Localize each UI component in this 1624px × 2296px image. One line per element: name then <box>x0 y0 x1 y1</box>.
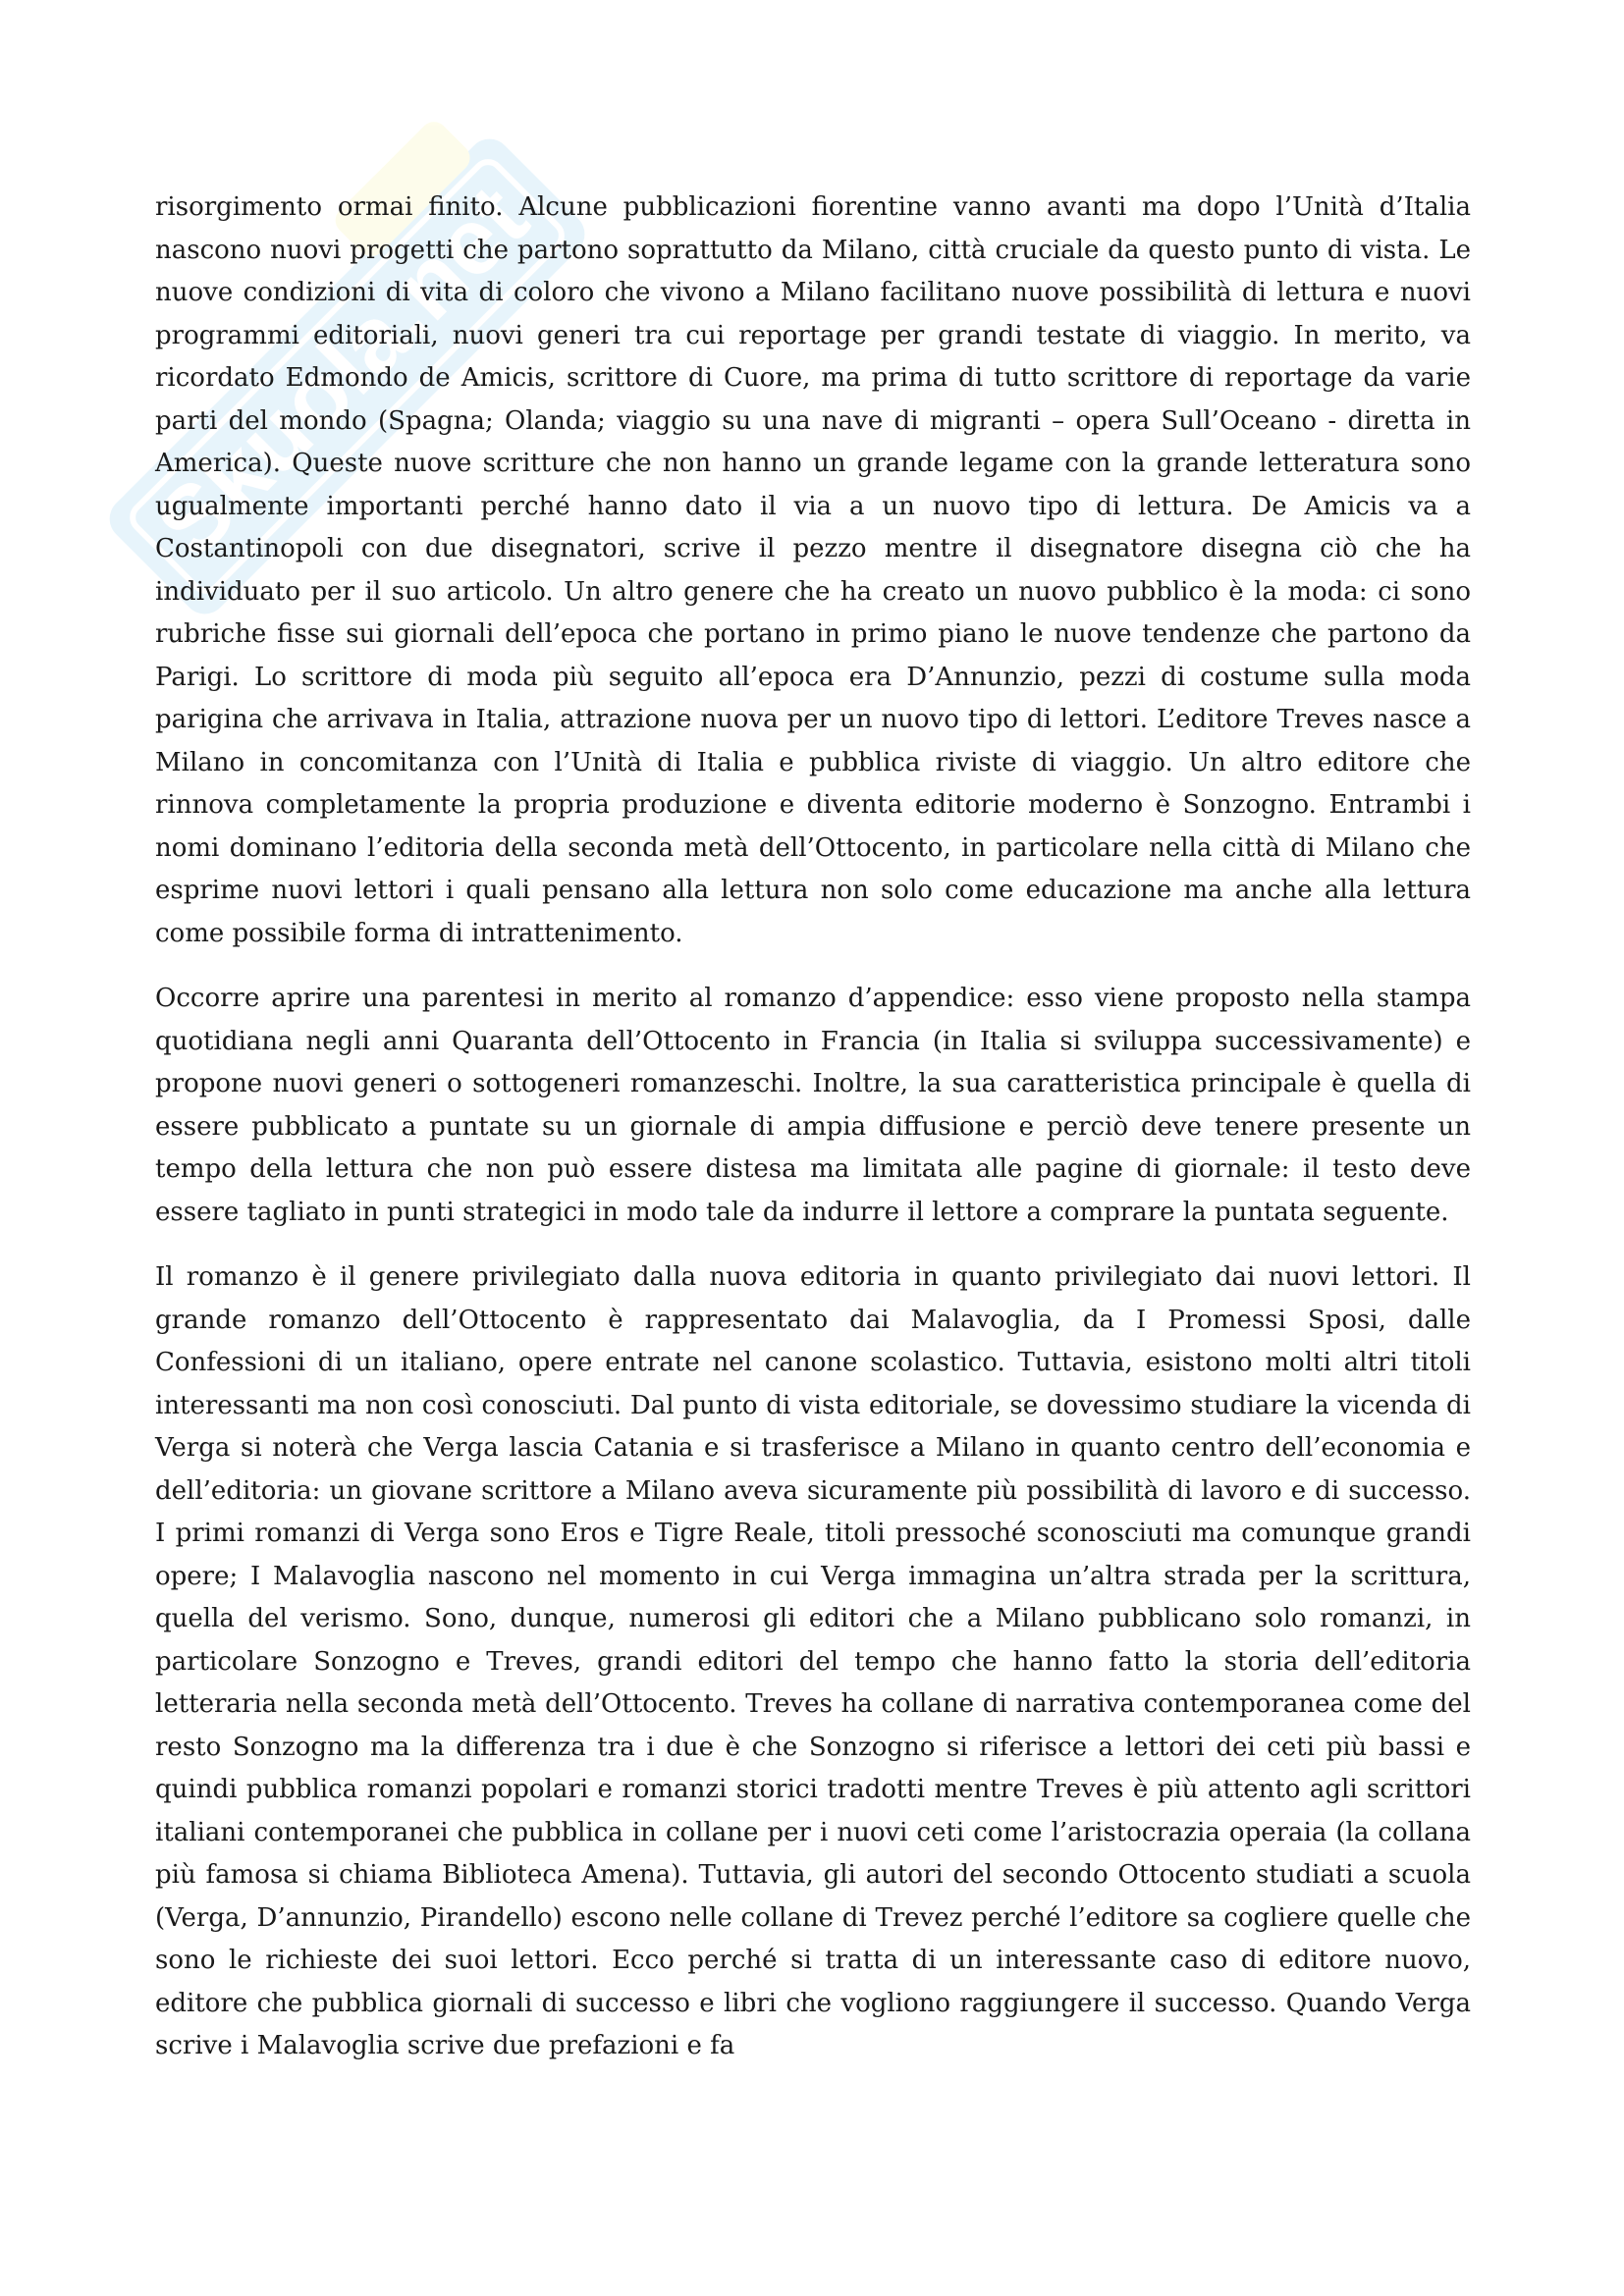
document-body <box>155 187 1471 2091</box>
paragraph-3: Il romanzo è il genere privilegiato dalla nuova editoria in quanto privilegiato dai nuovi lettori. Il grande romanzo dell’Ottocento è rappresentato dai Malavoglia, da I Promessi Sposi, dalle Confessioni di un italiano, opere entrate nel canone scolastico. Tuttavia, esistono molti altri titoli interessanti ma non così conosciuti. Dal punto di vista editoriale, se dovessimo studiare la vicenda di Verga si noterà che Verga lascia Catania e si trasferisce a Milano in quanto centro dell’economia e dell’editoria: un giovane scrittore a Milano aveva sicuramente più possibilità di lavoro e di successo. I primi romanzi di Verga sono Eros e Tigre Reale, titoli pressoché sconosciuti ma comunque grandi opere; I Malavoglia nascono nel momento in cui Verga immagina un’altra strada per la scrittura, quella del verismo. Sono, dunque, numerosi gli editori che a Milano pubblicano solo romanzi, in particolare Sonzogno e Treves, grandi editori del tempo che hanno fatto la storia dell’editoria letteraria nella seconda metà dell’Ottocento. Treves ha collane di narrativa contemporanea come del resto Sonzogno ma la differenza tra i due è che Sonzogno si riferisce a lettori dei ceti più bassi e quindi pubblica romanzi popolari e romanzi storici tradotti mentre Treves è più attento agli scrittori italiani contemporanei che pubblica in collane per i nuovi ceti come l’aristocrazia operaia (la collana più famosa si chiama Biblioteca Amena). Tuttavia, gli autori del secondo Ottocento studiati a scuola (Verga, D’annunzio, Pirandello) escono nelle collane di Trevez perché l’editore sa cogliere quelle che sono le richieste dei suoi lettori. Ecco perché si tratta di un interessante caso di editore nuovo, editore che pubblica giornali di successo e libri che vogliono raggiungere il successo. Quando Verga scrive i Malavoglia scrive due prefazioni e fa <box>155 1262 1471 2060</box>
paragraph-1: risorgimento ormai finito. Alcune pubblicazioni fiorentine vanno avanti ma dopo l’Unità d’Italia nascono nuovi progetti che partono soprattutto da Milano, città cruciale da questo punto di vista. Le nuove condizioni di vita di coloro che vivono a Milano facilitano nuove possibilità di lettura e nuovi programmi editoriali, nuovi generi tra cui reportage per grandi testate di viaggio. In merito, va ricordato Edmondo de Amicis, scrittore di Cuore, ma prima di tutto scrittore di reportage da varie parti del mondo (Spagna; Olanda; viaggio su una nave di migranti – opera Sull’Oceano - diretta in America). Queste nuove scritture che non hanno un grande legame con la grande letteratura sono ugualmente importanti perché hanno dato il via a un nuovo tipo di lettura. De Amicis va a Costantinopoli con due disegnatori, scrive il pezzo mentre il disegnatore disegna ciò che ha individuato per il suo articolo. Un altro genere che ha creato un nuovo pubblico è la moda: ci sono rubriche fisse sui giornali dell’epoca che portano in primo piano le nuove tendenze che partono da Parigi. Lo scrittore di moda più seguito all’epoca era D’Annunzio, pezzi di costume sulla moda parigina che arrivava in Italia, attrazione nuova per un nuovo tipo di lettori. L’editore Treves nasce a Milano in concomitanza con l’Unità di Italia e pubblica riviste di viaggio. Un altro editore che rinnova completamente la propria produzione e diventa editorie moderno è Sonzogno. Entrambi i nomi dominano l’editoria della seconda metà dell’Ottocento, in particolare nella città di Milano che esprime nuovi lettori i quali pensano alla lettura non solo come educazione ma anche alla lettura come possibile forma di intrattenimento. <box>155 192 1471 948</box>
svg-text:Skuola.net: Skuola.net <box>135 165 548 577</box>
paragraph-2: Occorre aprire una parentesi in merito al romanzo d’appendice: esso viene proposto nella stampa quotidiana negli anni Quaranta dell’Ottocento in Francia (in Italia si sviluppa successivamente) e propone nuovi generi o sottogeneri romanzeschi. Inoltre, la sua caratteristica principale è quella di essere pubblicato a puntate su un giornale di ampia diffusione e perciò deve tenere presente un tempo della lettura che non può essere distesa ma limitata alle pagine di giornale: il testo deve essere tagliato in punti strategici in modo tale da indurre il lettore a comprare la puntata seguente. <box>155 984 1471 1227</box>
